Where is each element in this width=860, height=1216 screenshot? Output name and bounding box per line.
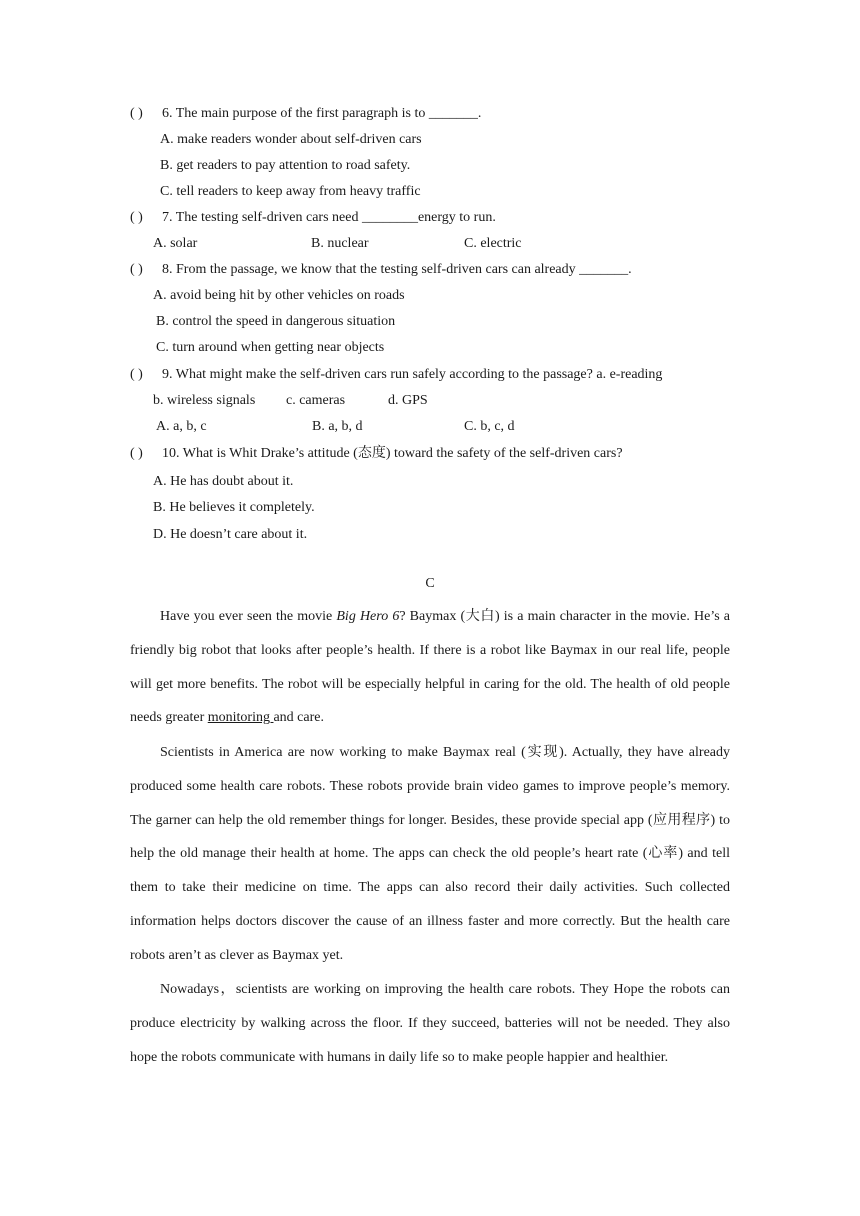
question-stem: 10. What is Whit Drake’s attitude (态度) toward the safety of the self-driven cars? [162,446,623,461]
option-a: A. solar [153,236,198,251]
option-b: B. He believes it completely. [153,500,315,515]
answer-blank: ( ) [130,446,143,461]
sub-item-b: b. wireless signals [153,393,256,408]
option-a: A. a, b, c [156,419,207,434]
option-a: A. make readers wonder about self-driven cars [160,132,422,147]
section-heading: C [425,576,435,591]
passage-paragraph-2 [130,736,730,973]
text-run: and care. [273,710,324,726]
text-run: ? Baymax (大白) is a main character in the movie. He’s a friendly big robot that looks after people’s health. If there is a robot like Baymax in our real life, people will get more benefits. The robot will be especially helpful in caring for the old. The health of old people needs greater [130,609,730,726]
passage-paragraph-1 [130,600,730,735]
sub-item-d: d. GPS [388,393,428,408]
answer-blank: ( ) [130,106,143,121]
question-stem: 7. The testing self-driven cars need ________energy to run. [162,210,496,225]
option-b: B. nuclear [311,236,369,251]
option-c: C. turn around when getting near objects [156,340,385,355]
option-b: B. a, b, d [312,419,363,434]
text-run: Have you ever seen the movie [160,609,337,624]
sub-item-c: c. cameras [286,393,346,408]
movie-title: Big Hero 6 [336,609,400,624]
option-c: C. electric [464,236,522,251]
question-6 [130,104,730,124]
option-a: A. avoid being hit by other vehicles on roads [153,288,405,303]
question-10 [130,444,730,464]
option-b: B. control the speed in dangerous situation [156,314,396,329]
option-c: C. tell readers to keep away from heavy traffic [160,184,421,199]
underlined-word: monitoring [207,710,274,726]
text-run: Nowadays，scientists are working on improving the health care robots. They Hope the robots can produce electricity by walking across the floor. If they succeed, batteries will not be needed. They also hope the robots communicate with humans in daily life so to make people happier and healthier. [130,982,730,1065]
option-a: A. He has doubt about it. [153,474,294,489]
question-7 [130,208,730,228]
option-c: C. b, c, d [464,419,515,434]
answer-blank: ( ) [130,262,143,277]
question-8 [130,260,730,280]
question-9 [130,365,730,385]
passage-paragraph-3 [130,973,730,1074]
answer-blank: ( ) [130,367,143,382]
option-d: D. He doesn’t care about it. [153,527,308,542]
text-run: Scientists in America are now working to make Baymax real (实现). Actually, they have already produced some health care robots. These robots provide brain video games to improve people’s memory. The garner can help the old remember things for longer. Besides, these provide special app (应用程序) to help the old manage their health at home. The apps can check the old people’s heart rate (心率) and tell them to take their medicine on time. The apps can also record their daily activities. Such collected information helps doctors discover the cause of an illness faster and more correctly. But the health care robots aren’t as clever as Baymax yet. [130,745,730,963]
question-stem: 8. From the passage, we know that the testing self-driven cars can already _______. [162,262,632,277]
option-b: B. get readers to pay attention to road safety. [160,158,411,173]
answer-blank: ( ) [130,210,143,225]
question-stem: 6. The main purpose of the first paragraph is to _______. [162,106,482,121]
question-stem: 9. What might make the self-driven cars run safely according to the passage? a. e-reading [162,367,663,382]
